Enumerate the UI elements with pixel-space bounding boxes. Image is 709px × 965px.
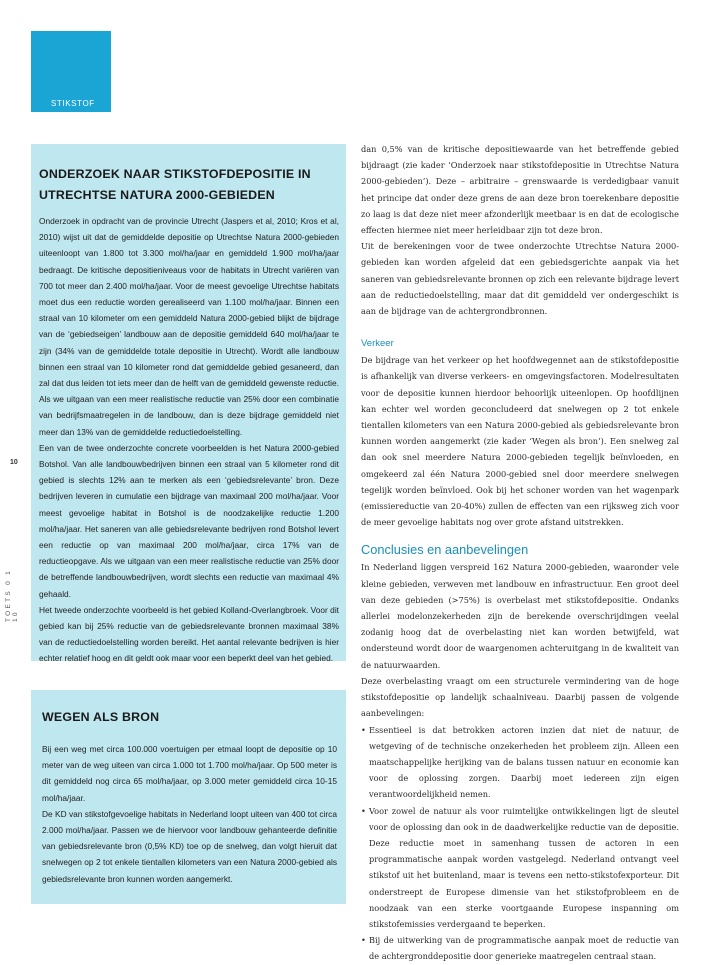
- body-paragraph: In Nederland liggen verspreid 162 Natura 2000-gebieden, waaronder vele kleine gebieden, verweven met landbouw en infrastructuur. Een groot deel van deze gebieden (>75%) is overbelast met stikstofdepositie. Ondanks allerlei modelonzekerheden zijn de berekende overschrijdingen veelal zodanig hoog dat de overbelasting niet kan worden betwijfeld, wat ondersteund wordt door de waargenomen achteruitgang in de kwaliteit van de natuurwaarden.: [361, 562, 679, 670]
- section-tab-label: STIKSTOF: [51, 99, 95, 108]
- box-paragraph: Onderzoek in opdracht van de provincie Utrecht (Jaspers et al, 2010; Kros et al, 2010) wijst uit dat de gemiddelde depositie op Utrechtse Natura 2000-gebieden uiteenloopt van 1.800 tot 3.300 mol/ha/jaar en gemiddeld 1.900 mol/ha/jaar bedraagt. De kritische depositieniveaus voor de habitats in Utrecht variëren van 700 tot meer dan 2.400 mol/ha/jaar. Voor de meest gevoelige Utrechtse habitats moet dus een reductie worden gerealiseerd van 1.100 mol/ha/jaar. Binnen een straal van 10 kilometer om een gemiddeld Natura 2000-gebied blijkt de bijdrage van de ‘gebiedseigen’ landbouw aan de depositie gemiddeld 640 mol/ha/jaar te zijn (34% van de gemiddelde totale depositie in Utrecht). Wordt alle landbouw binnen een straal van 10 kilometer rond dat gemiddelde gebied gesaneerd, dan zal dat dus leiden tot iets meer dan de helft van de gemiddeld gewenste reductie. Als we uitgaan van een meer realistische reductie van 25% door een combinatie van bedrijfsmaatregelen in de landbouw, dan is deze bijdrage gemiddeld niet meer dan 13% van de gemiddelde reductiedoelstelling.: [39, 216, 339, 437]
- section-heading-conclusies: Conclusies en aanbevelingen: [361, 542, 529, 558]
- running-footer: TOETS 0 1 10: [5, 568, 19, 622]
- box-paragraph: De KD van stikstofgevoelige habitats in Nederland loopt uiteen van 400 tot circa 2.000 mol/ha/jaar. Passen we de hiervoor voor landbouw gehanteerde definitie van gebiedsrelevante bron (0,5% KD) toe op de snelweg, dan volgt hieruit dat snelwegen op 2 tot enkele tientallen kilometers van een Natura 2000-gebied als gebiedsrelevante bron kunnen worden aangemerkt.: [42, 808, 337, 884]
- body-paragraph: De bijdrage van het verkeer op het hoofdwegennet aan de stikstofdepositie is afhankelijk van diverse verkeers- en omgevingsfactoren. Modelresultaten voor de depositie kunnen hierdoor behoorlijk uiteenlopen. Op hoofdlijnen kan echter wel worden geconcludeerd dat snelwegen op 2 tot enkele tientallen kilometers van een Natura 2000-gebied als gebiedsrelevante bron kunnen worden aangemerkt (zie kader ‘Wegen als bron’). Een snelweg zal dan ook snel meerdere Natura 2000-gebieden tegelijk beïnvloeden, en omgekeerd zal één Natura 2000-gebied snel door meerdere snelwegen tegelijk worden beïnvloed. Ook bij het schoner worden van het wagenpark (emissiereductie van 20-40%) zullen de effecten van een rijksweg zich voor de meer gevoelige habitats nog over grote afstand uitstrekken.: [361, 355, 679, 528]
- box-body: [39, 213, 339, 667]
- box-title: WEGEN ALS BRON: [42, 710, 160, 724]
- box-paragraph: Het tweede onderzochte voorbeeld is het gebied Kolland-Overlangbroek. Voor dit gebied kan bij 25% reductie van de gebiedsrelevante bronnen maximaal 38% van de reductiedoelstelling worden bereikt. Het aantal relevante bedrijven is hier echter relatief hoog en dit geldt ook maar voor een beperkt deel van het gebied.: [39, 604, 339, 664]
- body-paragraph: Uit de berekeningen voor de twee onderzochte Utrechtse Natura 2000-gebieden kan worden afgeleid dat een gebiedsgerichte aanpak via het saneren van gebiedsrelevante bronnen op zich een relevante bijdrage levert aan de reductiedoelstelling, maar dat dit gemiddeld ver ondergeschikt is aan de bijdrage van de achtergrondbronnen.: [361, 241, 679, 317]
- box-body: [42, 741, 337, 887]
- list-item: • Voor zowel de natuur als voor ruimtelijke ontwikkelingen ligt de sleutel voor de oplossing dan ook in de daadwerkelijke reductie van de depositie. Deze reductie moet in samenhang tussen de actoren in een programmatische aanpak worden vastgelegd. Nederland ontvangt veel stikstof uit het buitenland, maar is tevens een netto-stikstofexporteur. Dit onderstreept de Europese dimensie van het stikstofprobleem en de noodzaak van een sterke voortgaande Europese inspanning om stikstofemissies verdergaand te beperken.: [361, 803, 679, 933]
- page-number: 10: [10, 459, 18, 466]
- sidebar-box-stikstofdepositie: [31, 144, 346, 664]
- section-tab: [31, 31, 111, 112]
- body-paragraph: dan 0,5% van de kritische depositiewaarde van het betreffende gebied bijdraagt (zie kader ‘Onderzoek naar stikstofdepositie in Utrechtse Natura 2000-gebieden’). Deze – arbitraire – grenswaarde is verdedigbaar vanuit het principe dat onder deze grens de aan deze bron toerekenbare depositie zo laag is dat deze niet meer afzonderlijk meetbaar is en dat de ecologische effecten hiermee niet meer herleidbaar zijn tot deze bron.: [361, 144, 679, 236]
- body-paragraph: Deze overbelasting vraagt om een structurele vermindering van de hoge stikstofdepositie op landelijk schaalniveau. Daarbij passen de volgende aanbevelingen:: [361, 675, 679, 719]
- list-item: • Essentieel is dat betrokken actoren inzien dat niet de natuur, de wetgeving of de technische onzekerheden het probleem zijn. Alleen een maatschappelijke herijking van de balans tussen natuur en economie kan voor de oplossing zorgen. Daarbij moet iedereen zijn eigen verantwoordelijkheid nemen.: [361, 722, 679, 803]
- box-paragraph: Bij een weg met circa 100.000 voertuigen per etmaal loopt de depositie op 10 meter van de weg uiteen van circa 1.000 tot 1.700 mol/ha/jaar. Op 500 meter is dit gemiddeld nog circa 65 mol/ha/jaar, op 3.000 meter gemiddeld circa 10-15 mol/ha/jaar.: [42, 744, 337, 803]
- box-title: ONDERZOEK NAAR STIKSTOFDEPOSITIE IN UTRECHTSE NATURA 2000-GEBIEDEN: [39, 167, 311, 202]
- section-heading-verkeer: Verkeer: [361, 338, 394, 350]
- recommendation-list: [361, 722, 679, 965]
- sidebar-box-wegen-als-bron: [31, 690, 346, 904]
- list-item: • Bij de uitwerking van de programmatische aanpak moet de reductie van de achtergronddepositie door generieke maatregelen centraal staan.: [361, 932, 679, 964]
- main-text-column: [361, 141, 679, 965]
- box-paragraph: Een van de twee onderzochte concrete voorbeelden is het Natura 2000-gebied Botshol. Van alle landbouwbedrijven binnen een straal van 5 kilometer rond dit gebied is slechts 12% aan te merken als een ‘gebiedsrelevante’ bron. Deze bedrijven leveren in cumulatie een bijdrage van maximaal 200 mol/ha/jaar. Voor meest gevoelige habitat in Botshol is de noodzakelijke reductie 1.200 mol/ha/jaar. Het saneren van alle gebiedsrelevante bedrijven rond Botshol levert een reductie op van maximaal 200 mol/ha/jaar, circa 17% van de reductieopgave. Als we uitgaan van een meer realistische reductie van 25% door de betreffende landbouwbedrijven, wordt slechts een reductie van maximaal 4% gehaald.: [39, 442, 339, 599]
